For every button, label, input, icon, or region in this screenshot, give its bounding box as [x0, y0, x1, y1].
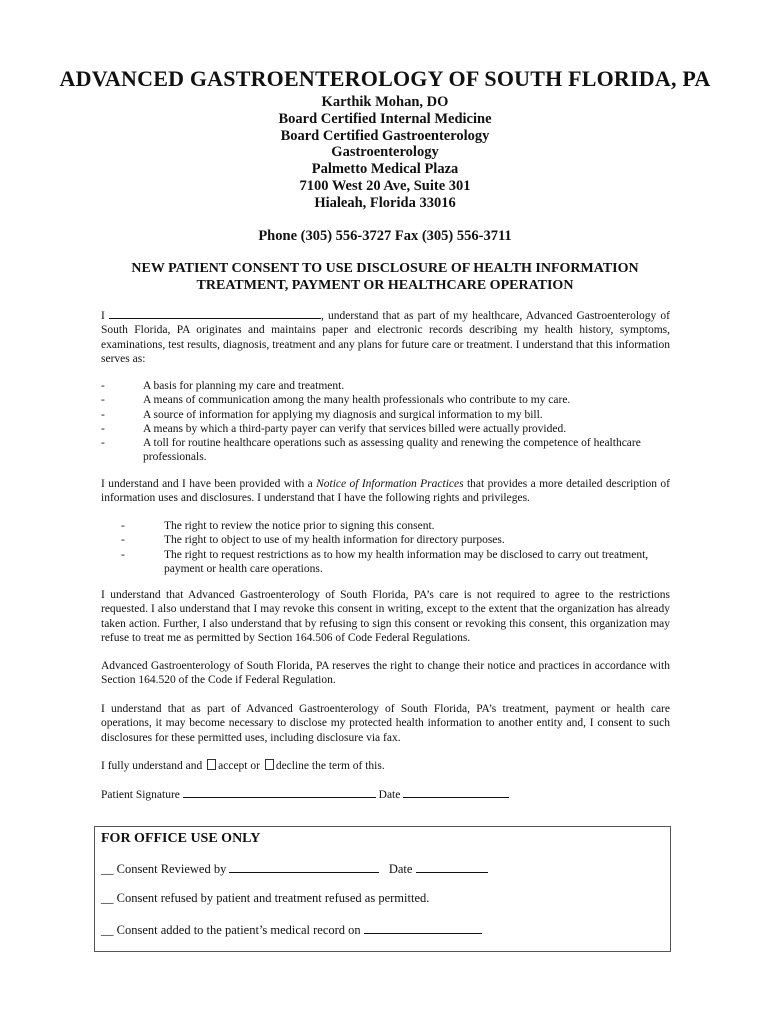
accept-line: I fully understand and accept or decline the term of this. — [101, 760, 385, 772]
practice-header — [0, 94, 770, 212]
intro-paragraph — [101, 308, 670, 366]
list-item: - The right to review the notice prior to signing this consent. — [121, 520, 435, 532]
office-use-box — [94, 826, 671, 952]
notice-title: Notice of Information Practices — [316, 478, 464, 490]
intro-lead: I — [101, 310, 105, 322]
list-item: - A basis for planning my care and treatment. — [101, 380, 345, 392]
signature-field[interactable] — [183, 787, 376, 798]
certification-internal: Board Certified Internal Medicine — [278, 110, 492, 127]
rights-list — [121, 519, 670, 576]
list-item: - The right to request restrictions as to how my health information may be disclosed to carry out treatment, payment or health care operations. — [121, 548, 649, 575]
reviewed-date-field[interactable] — [416, 861, 488, 873]
signature-label: Patient Signature — [101, 789, 180, 801]
notice-paragraph: I understand and I have been provided with a Notice of Information Practices that provides a more detailed description of information uses and disclosures. I understand that I have the following rights and privileges. — [101, 478, 670, 505]
office-title: FOR OFFICE USE ONLY — [101, 831, 261, 846]
decline-checkbox[interactable] — [265, 759, 274, 770]
uses-list — [101, 379, 670, 465]
list-item: - A source of information for applying my diagnosis and surgical information to my bill. — [101, 408, 543, 421]
date-field[interactable] — [403, 787, 509, 798]
date-label: Date — [378, 789, 401, 801]
accept-checkbox[interactable] — [207, 759, 216, 770]
specialty: Gastroenterology — [331, 144, 439, 161]
street-address: 7100 West 20 Ave, Suite 301 — [299, 177, 471, 194]
consent-title — [0, 260, 770, 294]
consent-refused-line: __ Consent refused by patient and treatment refused as permitted. — [101, 891, 430, 905]
practice-title: ADVANCED GASTROENTEROLOGY OF SOUTH FLORIDA, PA — [59, 66, 711, 91]
consent-reviewed-line: __ Consent Reviewed by Date — [101, 861, 488, 877]
rights-change-paragraph: Advanced Gastroenterology of South Florida, PA reserves the right to change their notice and practices in accordance with Section 164.520 of the Code if Federal Regulation. — [101, 660, 670, 687]
disclosure-paragraph: I understand that as part of Advanced Gastroenterology of South Florida, PA’s treatment, payment or health care operations, it may become necessary to disclose my protected health information to another entity and, I consent to such disclosures for these permitted uses, including disclosure via fax. — [101, 703, 670, 744]
consent-title-line1: NEW PATIENT CONSENT TO USE DISCLOSURE OF HEALTH INFORMATION — [131, 261, 639, 276]
list-item: - A toll for routine healthcare operations such as assessing quality and renewing the competence of healthcare professionals. — [101, 437, 641, 464]
signature-line — [101, 787, 670, 802]
consent-title-line2: TREATMENT, PAYMENT OR HEALTHCARE OPERATION — [196, 278, 574, 293]
list-item: - A means of communication among the many health professionals who contribute to my care. — [101, 394, 571, 407]
list-item: - The right to object to use of my health information for directory purposes. — [121, 534, 505, 547]
record-date-field[interactable] — [364, 922, 482, 934]
reviewed-by-field[interactable] — [229, 861, 379, 873]
list-item: - A means by which a third-party payer can verify that services billed were actually provided. — [101, 422, 567, 435]
consent-added-line: __ Consent added to the patient’s medical record on — [101, 922, 482, 938]
contact-line: Phone (305) 556-3727 Fax (305) 556-3711 — [258, 228, 512, 244]
patient-name-blank[interactable] — [109, 308, 321, 319]
location-name: Palmetto Medical Plaza — [311, 161, 459, 178]
restrictions-paragraph: I understand that Advanced Gastroenterology of South Florida, PA’s care is not required to agree to the restrictions requested. I also understand that I may revoke this consent in writing, except to the extent that the organization has already taken action. Further, I also understand that by refusing to sign this consent or revoking this consent, this organization may refuse to treat me as permitted by Section 164.506 of Code Federal Regulations. — [101, 589, 670, 644]
intro-text: , understand that as part of my healthcare, Advanced Gastroenterology of South Florida, PA originates and maintains paper and electronic records describing my health history, symptoms, examinations, test results, diagnosis, treatment and any plans for future care or treatment. I understand that this information serves as: — [101, 310, 671, 365]
city-address: Hialeah, Florida 33016 — [314, 194, 456, 211]
doctor-name: Karthik Mohan, DO — [321, 94, 449, 110]
certification-gastro: Board Certified Gastroenterology — [280, 127, 490, 144]
